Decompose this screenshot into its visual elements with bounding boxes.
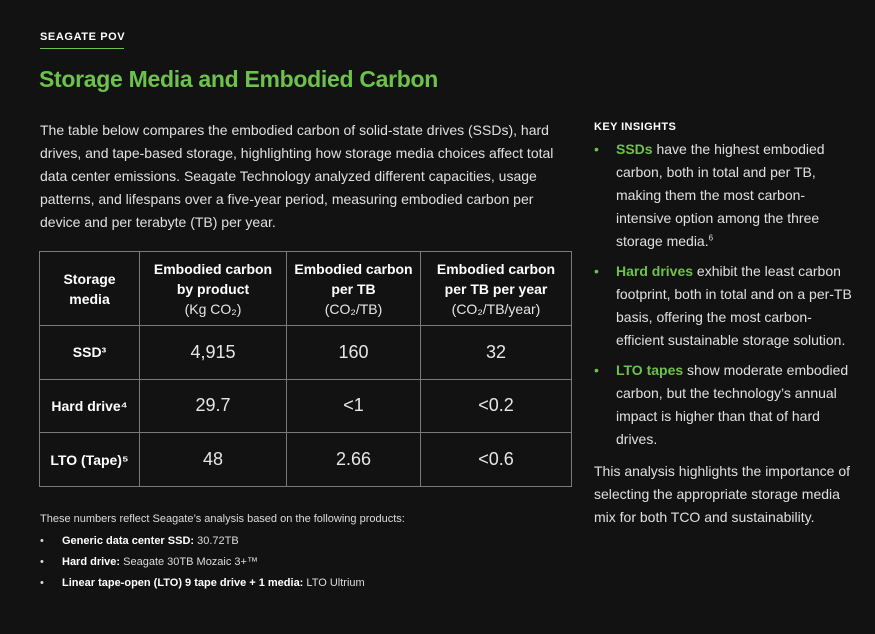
header-label: Embodied carbon by product	[153, 260, 273, 297]
header-unit: (Kg CO₂)	[184, 300, 242, 317]
row-media: SSD³	[40, 326, 140, 380]
eyebrow-label: SEAGATE POV	[40, 31, 126, 43]
footnote-value: LTO Ultrium	[306, 577, 365, 589]
list-item	[40, 573, 365, 594]
list-item	[40, 552, 365, 573]
footnote-label: Linear tape-open (LTO) 9 tape drive + 1 media:	[62, 577, 304, 589]
conclusion-paragraph: This analysis highlights the importance of selecting the appropriate storage media mix for both TCO and sustainability.	[594, 463, 851, 525]
cell-per-tb: 2.66	[287, 433, 421, 487]
footnote-value: Seagate 30TB Mozaic 3+™	[123, 556, 258, 568]
bullet-icon: •	[594, 141, 599, 157]
insight-text: exhibit the least carbon footprint, both in total and on a per-TB basis, offering the most carbon-efficient sustainable storage solution.	[616, 263, 852, 348]
header-per-tb	[287, 252, 421, 326]
insight-item-hard-drives	[594, 260, 856, 352]
row-media: LTO (Tape)⁵	[40, 433, 140, 487]
bullet-icon: •	[40, 577, 44, 589]
eyebrow-underline	[40, 48, 124, 49]
key-insights-list	[594, 138, 856, 458]
footnote-list	[40, 531, 365, 594]
table-row-hard-drive	[40, 379, 572, 433]
footnote-intro: These numbers reflect Seagate’s analysis based on the following products:	[40, 513, 405, 525]
insight-highlight: SSDs	[616, 141, 653, 157]
header-unit: (CO₂/TB/year)	[451, 300, 541, 317]
table-header-row	[40, 252, 572, 326]
header-by-product	[140, 252, 287, 326]
insight-footnote-ref: 6	[708, 233, 714, 243]
header-storage-media	[40, 252, 140, 326]
row-media: Hard drive⁴	[40, 379, 140, 433]
bullet-icon: •	[40, 535, 44, 547]
cell-by-product: 48	[140, 433, 287, 487]
header-label: Embodied carbon per TB	[294, 260, 413, 297]
header-label: Storage media	[63, 270, 116, 307]
footnote-value: 30.72TB	[197, 535, 239, 547]
insight-text: show moderate embodied carbon, but the technology’s annual impact is higher than that of hard drives.	[616, 362, 849, 447]
insight-highlight: Hard drives	[616, 263, 694, 279]
insight-highlight: LTO tapes	[616, 362, 684, 378]
footnote-label: Hard drive:	[62, 556, 121, 568]
list-item	[40, 531, 365, 552]
cell-by-product: 29.7	[140, 379, 287, 433]
cell-per-tb: 160	[287, 326, 421, 380]
insight-item-ssds	[594, 138, 856, 253]
cell-by-product: 4,915	[140, 326, 287, 380]
page-title: Storage Media and Embodied Carbon	[39, 66, 439, 92]
header-per-tb-per-year	[421, 252, 572, 326]
insight-text: have the highest embodied carbon, both in total and per TB, making them the most carbon-intensive option among the three storage media.	[616, 141, 825, 249]
header-unit: (CO₂/TB)	[324, 300, 383, 317]
cell-per-tb-year: <0.6	[421, 433, 572, 487]
cell-per-tb-year: 32	[421, 326, 572, 380]
bullet-icon: •	[594, 362, 599, 378]
embodied-carbon-table	[39, 251, 572, 487]
intro-paragraph: The table below compares the embodied carbon of solid-state drives (SSDs), hard drives, and tape-based storage, highlighting how storage media choices affect total data center emissions. Seagate Technology analyzed different capacities, usage patterns, and lifespans over a five-year period, measuring embodied carbon per device and per terabyte (TB) per year.	[40, 122, 554, 230]
insight-item-lto-tapes	[594, 359, 856, 451]
footnote-label: Generic data center SSD:	[62, 535, 195, 547]
cell-per-tb: <1	[287, 379, 421, 433]
cell-per-tb-year: <0.2	[421, 379, 572, 433]
bullet-icon: •	[40, 556, 44, 568]
key-insights-label: KEY INSIGHTS	[594, 121, 677, 133]
table-row-ssd	[40, 326, 572, 380]
table-row-lto-tape	[40, 433, 572, 487]
header-label: Embodied carbon per TB per year	[436, 260, 556, 297]
bullet-icon: •	[594, 263, 599, 279]
